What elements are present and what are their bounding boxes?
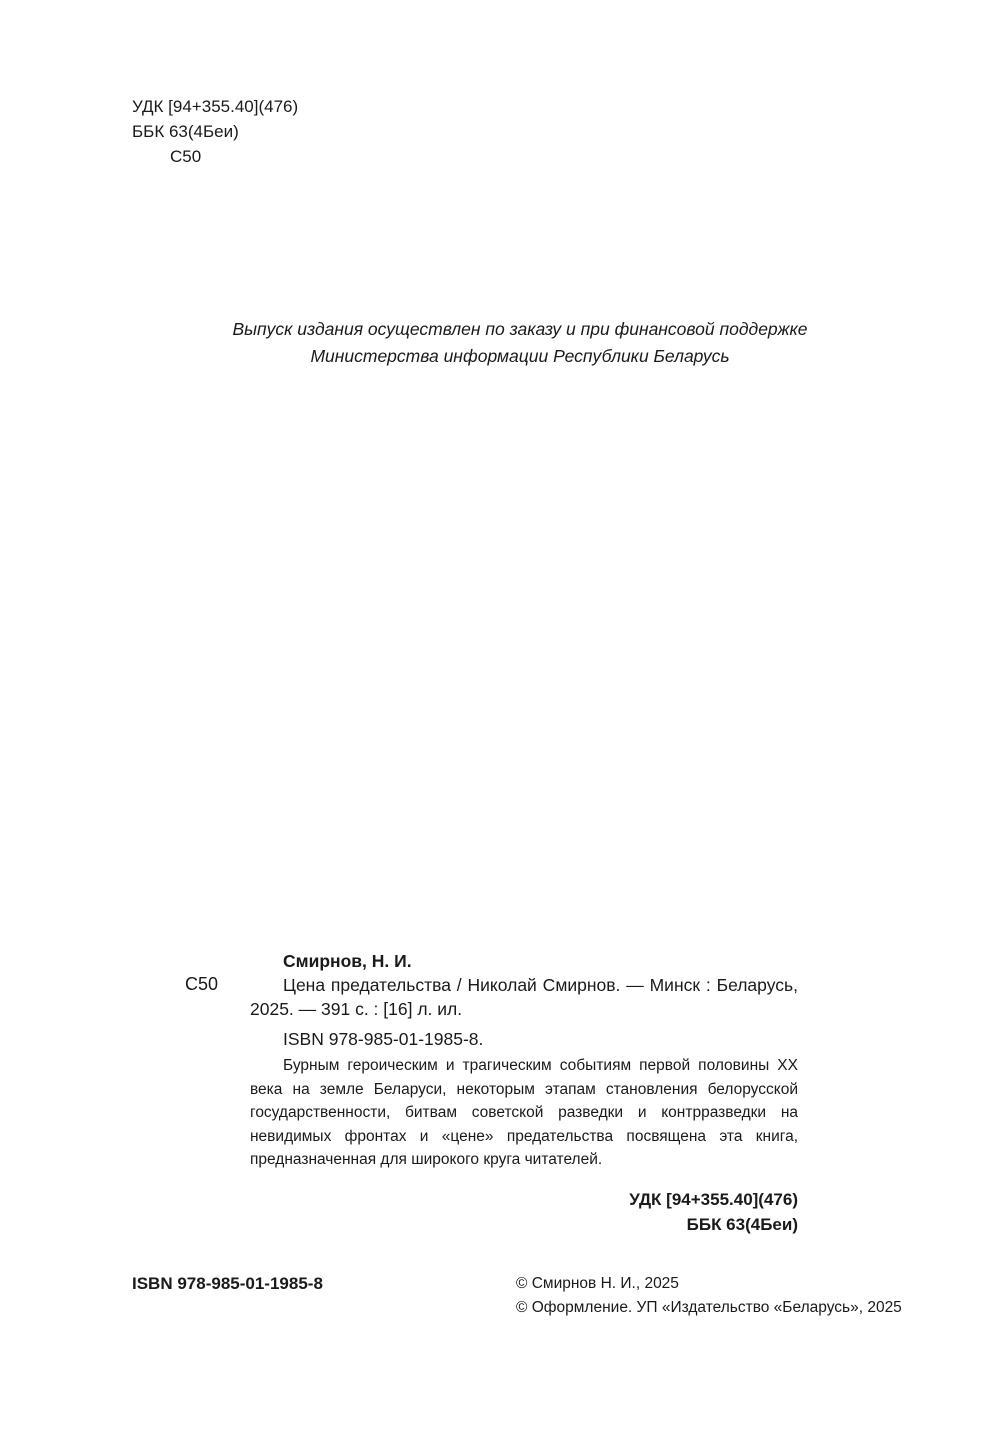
copyright-block bbox=[516, 1272, 902, 1320]
catalog-classification bbox=[629, 1187, 798, 1237]
catalog-entry bbox=[250, 949, 798, 1051]
bbk-code: ББК 63(4Беи) bbox=[132, 122, 239, 141]
sponsor-note bbox=[0, 316, 1000, 370]
udk-code: УДК [94+355.40](476) bbox=[132, 97, 299, 116]
copyright-author: © Смирнов Н. И., 2025 bbox=[516, 1275, 679, 1292]
author-mark: С50 bbox=[170, 147, 202, 166]
catalog-bbk: ББК 63(4Беи) bbox=[686, 1215, 798, 1234]
copyright-design: © Оформление. УП «Издательство «Беларусь», 2025 bbox=[516, 1299, 902, 1316]
top-classification-block bbox=[132, 94, 298, 169]
catalog-title-line: Цена предательства / Николай Смирнов. — Минск : Беларусь, 2025. — 391 с. : [16] л. ил. bbox=[250, 975, 798, 1019]
catalog-isbn: ISBN 978-985-01-1985-8. bbox=[283, 1029, 484, 1049]
catalog-author: Смирнов, Н. И. bbox=[283, 951, 412, 971]
catalog-udk: УДК [94+355.40](476) bbox=[629, 1190, 798, 1209]
catalog-annotation: Бурным героическим и трагическим событиям первой половины XX века на земле Беларуси, некоторым этапам становления белорусской государственности, битвам советской разведки и контрразведки на невидимых фронтах и «цене» предательства посвящена эта книга, предназначенная для широкого круга читателей. bbox=[250, 1057, 798, 1168]
catalog-author-mark: С50 bbox=[185, 974, 219, 994]
footer-isbn: ISBN 978-985-01-1985-8 bbox=[132, 1274, 323, 1293]
sponsor-note-line-2: Министерства информации Республики Беларусь bbox=[310, 346, 730, 366]
sponsor-note-line-1: Выпуск издания осуществлен по заказу и при финансовой поддержке bbox=[232, 319, 808, 339]
